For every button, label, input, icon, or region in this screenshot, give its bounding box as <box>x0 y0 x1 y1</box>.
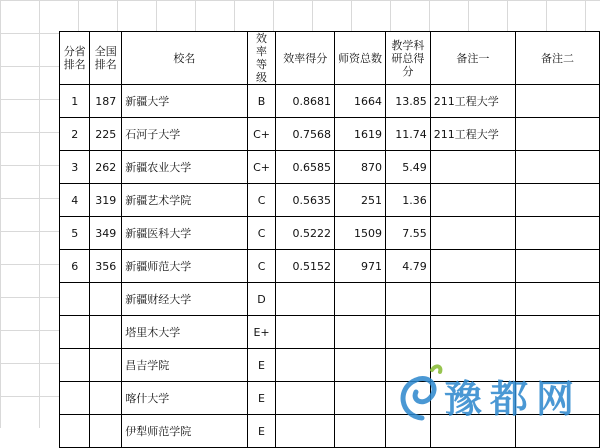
cell-research-score <box>386 316 431 349</box>
cell-research-score: 13.85 <box>386 85 431 118</box>
cell-note-2 <box>516 415 600 448</box>
cell-note-1 <box>430 217 515 250</box>
cell-note-2 <box>516 349 600 382</box>
cell-national-rank: 225 <box>90 118 122 151</box>
cell-grade: C+ <box>247 151 276 184</box>
cell-province-rank: 6 <box>60 250 90 283</box>
cell-grade: D <box>247 283 276 316</box>
header-note-2: 备注二 <box>516 32 600 85</box>
cell-grade: C <box>247 217 276 250</box>
cell-research-score: 4.79 <box>386 250 431 283</box>
cell-national-rank <box>90 316 122 349</box>
table-row <box>60 151 600 184</box>
cell-research-score: 1.36 <box>386 184 431 217</box>
cell-national-rank: 319 <box>90 184 122 217</box>
cell-faculty: 870 <box>335 151 386 184</box>
cell-note-2 <box>516 184 600 217</box>
cell-school-name: 石河子大学 <box>122 118 247 151</box>
cell-note-2 <box>516 85 600 118</box>
cell-score <box>276 316 335 349</box>
header-national-rank: 全国排名 <box>90 32 122 85</box>
cell-province-rank <box>60 283 90 316</box>
cell-score: 0.8681 <box>276 85 335 118</box>
cell-national-rank: 349 <box>90 217 122 250</box>
cell-score: 0.7568 <box>276 118 335 151</box>
table-row <box>60 118 600 151</box>
cell-research-score <box>386 382 431 415</box>
cell-school-name: 塔里木大学 <box>122 316 247 349</box>
cell-faculty: 1509 <box>335 217 386 250</box>
table-row <box>60 382 600 415</box>
cell-research-score: 5.49 <box>386 151 431 184</box>
cell-national-rank <box>90 382 122 415</box>
header-school-name: 校名 <box>122 32 247 85</box>
cell-faculty <box>335 283 386 316</box>
cell-research-score <box>386 415 431 448</box>
cell-score: 0.5222 <box>276 217 335 250</box>
cell-note-2 <box>516 382 600 415</box>
cell-province-rank <box>60 349 90 382</box>
cell-national-rank <box>90 349 122 382</box>
header-score: 效率得分 <box>276 32 335 85</box>
cell-province-rank: 2 <box>60 118 90 151</box>
cell-school-name: 伊犁师范学院 <box>122 415 247 448</box>
cell-faculty <box>335 349 386 382</box>
table-row <box>60 415 600 448</box>
cell-school-name: 新疆财经大学 <box>122 283 247 316</box>
cell-school-name: 昌吉学院 <box>122 349 247 382</box>
table-row <box>60 217 600 250</box>
header-note-1: 备注一 <box>430 32 515 85</box>
cell-school-name: 新疆医科大学 <box>122 217 247 250</box>
cell-research-score <box>386 283 431 316</box>
cell-national-rank <box>90 283 122 316</box>
cell-research-score: 11.74 <box>386 118 431 151</box>
cell-note-1 <box>430 382 515 415</box>
cell-score: 0.6585 <box>276 151 335 184</box>
cell-score <box>276 349 335 382</box>
cell-note-2 <box>516 250 600 283</box>
cell-score <box>276 415 335 448</box>
cell-note-2 <box>516 217 600 250</box>
cell-province-rank <box>60 415 90 448</box>
cell-school-name: 新疆大学 <box>122 85 247 118</box>
cell-grade: C <box>247 250 276 283</box>
watermark-text: 豫都网 <box>444 377 583 421</box>
cell-faculty: 1619 <box>335 118 386 151</box>
cell-score: 0.5635 <box>276 184 335 217</box>
cell-note-1: 211工程大学 <box>430 118 515 151</box>
cell-school-name: 喀什大学 <box>122 382 247 415</box>
header-research-score: 教学科研总得分 <box>386 32 431 85</box>
table-row <box>60 349 600 382</box>
cell-national-rank: 262 <box>90 151 122 184</box>
header-province-rank: 分省排名 <box>60 32 90 85</box>
cell-research-score <box>386 349 431 382</box>
header-row <box>60 32 600 85</box>
table-row <box>60 85 600 118</box>
cell-grade: E <box>247 415 276 448</box>
cell-faculty: 971 <box>335 250 386 283</box>
cell-note-2 <box>516 118 600 151</box>
header-faculty: 师资总数 <box>335 32 386 85</box>
table-row <box>60 283 600 316</box>
cell-school-name: 新疆师范大学 <box>122 250 247 283</box>
cell-grade: C <box>247 184 276 217</box>
table-row <box>60 316 600 349</box>
cell-note-1 <box>430 250 515 283</box>
cell-faculty: 251 <box>335 184 386 217</box>
cell-province-rank: 3 <box>60 151 90 184</box>
cell-faculty <box>335 415 386 448</box>
cell-note-1 <box>430 184 515 217</box>
cell-faculty: 1664 <box>335 85 386 118</box>
cell-grade: C+ <box>247 118 276 151</box>
cell-grade: E <box>247 382 276 415</box>
table-row <box>60 184 600 217</box>
cell-province-rank: 4 <box>60 184 90 217</box>
cell-province-rank <box>60 316 90 349</box>
header-grade: 效率等级 <box>247 32 276 85</box>
cell-national-rank: 356 <box>90 250 122 283</box>
cell-note-1: 211工程大学 <box>430 85 515 118</box>
cell-note-1 <box>430 151 515 184</box>
cell-province-rank: 5 <box>60 217 90 250</box>
cell-note-1 <box>430 316 515 349</box>
cell-note-1 <box>430 349 515 382</box>
cell-grade: E+ <box>247 316 276 349</box>
cell-note-2 <box>516 151 600 184</box>
cell-note-1 <box>430 283 515 316</box>
cell-score: 0.5152 <box>276 250 335 283</box>
cell-grade: E <box>247 349 276 382</box>
cell-note-2 <box>516 316 600 349</box>
cell-national-rank <box>90 415 122 448</box>
cell-national-rank: 187 <box>90 85 122 118</box>
cell-province-rank <box>60 382 90 415</box>
cell-score <box>276 382 335 415</box>
cell-faculty <box>335 382 386 415</box>
cell-province-rank: 1 <box>60 85 90 118</box>
cell-note-1 <box>430 415 515 448</box>
cell-grade: B <box>247 85 276 118</box>
table-row <box>60 250 600 283</box>
cell-research-score: 7.55 <box>386 217 431 250</box>
cell-school-name: 新疆艺术学院 <box>122 184 247 217</box>
cell-note-2 <box>516 283 600 316</box>
cell-faculty <box>335 316 386 349</box>
cell-score <box>276 283 335 316</box>
cell-school-name: 新疆农业大学 <box>122 151 247 184</box>
university-ranking-table <box>59 31 600 448</box>
